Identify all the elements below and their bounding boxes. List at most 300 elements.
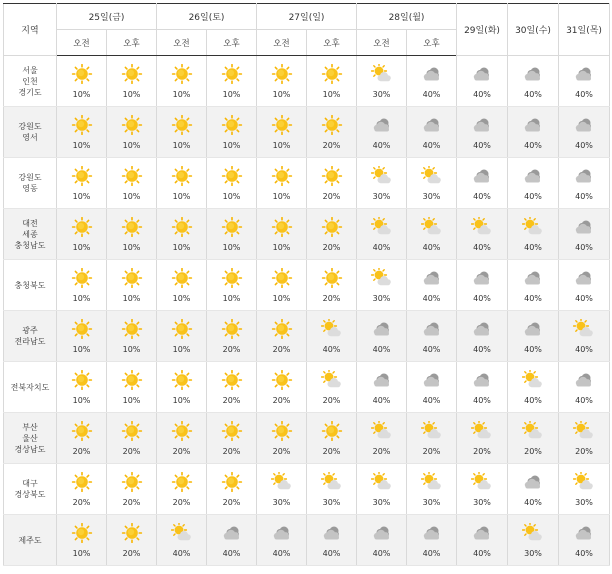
forecast-cell <box>157 158 207 209</box>
table-row <box>4 311 610 362</box>
cloudy-icon <box>522 472 544 496</box>
precipitation-probability: 10% <box>72 242 91 252</box>
sun-icon <box>121 115 143 139</box>
cloudy-icon <box>471 64 493 88</box>
region-name-line: 인천 <box>22 76 38 86</box>
table-header <box>4 4 610 56</box>
forecast-cell <box>57 209 107 260</box>
forecast-cell <box>107 413 157 464</box>
forecast-cell <box>207 209 257 260</box>
precipitation-probability: 10% <box>122 89 141 99</box>
forecast-cell <box>457 515 508 566</box>
forecast-cell <box>307 413 357 464</box>
sun-icon <box>121 370 143 394</box>
forecast-cell <box>207 515 257 566</box>
sun-icon <box>221 421 243 445</box>
precipitation-probability: 20% <box>272 395 291 405</box>
partly-cloudy-icon <box>271 472 293 496</box>
cloudy-icon <box>471 523 493 547</box>
precipitation-probability: 20% <box>322 242 341 252</box>
cloudy-icon <box>471 166 493 190</box>
sun-icon <box>221 64 243 88</box>
precipitation-probability: 40% <box>575 140 593 150</box>
sun-icon <box>71 166 93 190</box>
cloudy-icon <box>471 268 493 292</box>
cloudy-icon <box>522 319 544 343</box>
sun-icon <box>271 166 293 190</box>
cloudy-icon <box>471 319 493 343</box>
region-cell <box>4 515 57 566</box>
precipitation-probability: 10% <box>72 89 91 99</box>
cloudy-icon <box>421 268 443 292</box>
sun-icon <box>121 268 143 292</box>
cloudy-icon <box>573 217 595 241</box>
precipitation-probability: 40% <box>422 395 441 405</box>
sun-icon <box>171 472 193 496</box>
forecast-cell <box>107 107 157 158</box>
cloudy-icon <box>421 319 443 343</box>
partly-cloudy-icon <box>421 166 443 190</box>
precipitation-probability: 40% <box>372 140 391 150</box>
forecast-cell <box>157 209 207 260</box>
forecast-cell <box>307 260 357 311</box>
forecast-cell <box>257 464 307 515</box>
precipitation-probability: 10% <box>72 293 91 303</box>
precipitation-probability: 40% <box>473 89 491 99</box>
sun-icon <box>171 166 193 190</box>
precipitation-probability: 10% <box>272 191 291 201</box>
precipitation-probability: 20% <box>322 191 341 201</box>
forecast-cell <box>307 464 357 515</box>
forecast-cell <box>457 209 508 260</box>
partly-cloudy-icon <box>371 421 393 445</box>
sun-icon <box>321 268 343 292</box>
region-name-line: 전라남도 <box>14 337 46 346</box>
forecast-cell <box>357 56 407 107</box>
precipitation-probability: 10% <box>272 242 291 252</box>
precipitation-probability: 10% <box>72 191 91 201</box>
precipitation-probability: 40% <box>422 548 441 558</box>
cloudy-icon <box>573 115 595 139</box>
precipitation-probability: 10% <box>222 89 241 99</box>
precipitation-probability: 40% <box>524 344 542 354</box>
partly-cloudy-icon <box>371 166 393 190</box>
precipitation-probability: 30% <box>372 293 391 303</box>
precipitation-probability: 20% <box>422 446 441 456</box>
precipitation-probability: 20% <box>222 344 241 354</box>
precipitation-probability: 30% <box>524 548 542 558</box>
cloudy-icon <box>421 64 443 88</box>
precipitation-probability: 10% <box>172 89 191 99</box>
forecast-cell <box>257 260 307 311</box>
precipitation-probability: 10% <box>272 140 291 150</box>
precipitation-probability: 10% <box>172 140 191 150</box>
sun-icon <box>271 217 293 241</box>
sun-icon <box>321 166 343 190</box>
forecast-cell <box>457 107 508 158</box>
region-name-line: 제주도 <box>18 535 42 545</box>
precipitation-probability: 30% <box>272 497 291 507</box>
sun-icon <box>71 64 93 88</box>
precipitation-probability: 40% <box>322 344 341 354</box>
region-name-line: 광주 <box>22 326 38 335</box>
forecast-cell <box>157 56 207 107</box>
forecast-cell <box>57 413 107 464</box>
cloudy-icon <box>371 370 393 394</box>
day-header-27: 27일(일) <box>257 4 357 30</box>
sun-icon <box>71 268 93 292</box>
region-name-line: 영동 <box>22 184 38 193</box>
table-row <box>4 158 610 209</box>
sun-icon <box>171 319 193 343</box>
forecast-cell <box>57 260 107 311</box>
forecast-cell <box>457 260 508 311</box>
forecast-cell <box>257 107 307 158</box>
cloudy-icon <box>421 523 443 547</box>
forecast-cell <box>57 362 107 413</box>
precipitation-probability: 30% <box>322 497 341 507</box>
precipitation-probability: 10% <box>122 242 141 252</box>
forecast-cell <box>57 56 107 107</box>
precipitation-probability: 10% <box>172 293 191 303</box>
table-row <box>4 209 610 260</box>
sun-icon <box>121 472 143 496</box>
partly-cloudy-icon <box>471 472 493 496</box>
cloudy-icon <box>522 268 544 292</box>
forecast-cell <box>559 362 610 413</box>
pm-header: 오후 <box>107 30 157 56</box>
sun-icon <box>171 217 193 241</box>
table-row <box>4 107 610 158</box>
precipitation-probability: 40% <box>372 395 391 405</box>
forecast-cell <box>257 311 307 362</box>
forecast-cell <box>207 260 257 311</box>
precipitation-probability: 40% <box>524 497 542 507</box>
forecast-cell <box>107 260 157 311</box>
region-name-line: 충청북도 <box>14 280 46 290</box>
partly-cloudy-icon <box>321 319 343 343</box>
precipitation-probability: 40% <box>422 344 441 354</box>
precipitation-probability: 40% <box>473 344 491 354</box>
precipitation-probability: 20% <box>272 344 291 354</box>
region-cell <box>4 413 57 464</box>
precipitation-probability: 40% <box>575 548 593 558</box>
precipitation-probability: 20% <box>272 446 291 456</box>
cloudy-icon <box>221 523 243 547</box>
cloudy-icon <box>321 523 343 547</box>
day-header-31: 31일(목) <box>559 4 610 56</box>
precipitation-probability: 20% <box>322 293 341 303</box>
forecast-cell <box>257 362 307 413</box>
precipitation-probability: 30% <box>422 191 441 201</box>
am-header: 오전 <box>257 30 307 56</box>
region-name-line: 세종 <box>22 229 38 239</box>
sun-icon <box>321 64 343 88</box>
precipitation-probability: 40% <box>524 191 542 201</box>
precipitation-probability: 40% <box>372 548 391 558</box>
forecast-cell <box>207 464 257 515</box>
sun-icon <box>271 268 293 292</box>
precipitation-probability: 40% <box>575 293 593 303</box>
forecast-cell <box>407 56 457 107</box>
forecast-cell <box>508 107 559 158</box>
region-name-line: 전북자치도 <box>10 382 50 392</box>
table-row <box>4 362 610 413</box>
precipitation-probability: 10% <box>222 293 241 303</box>
table-row <box>4 515 610 566</box>
sun-icon <box>271 421 293 445</box>
forecast-cell <box>157 413 207 464</box>
forecast-cell <box>57 158 107 209</box>
precipitation-probability: 40% <box>422 140 441 150</box>
region-name-line: 경기도 <box>18 87 42 97</box>
partly-cloudy-icon <box>471 217 493 241</box>
partly-cloudy-icon <box>573 421 595 445</box>
precipitation-probability: 10% <box>222 191 241 201</box>
sun-icon <box>71 115 93 139</box>
forecast-cell <box>559 515 610 566</box>
forecast-cell <box>407 311 457 362</box>
precipitation-probability: 40% <box>422 242 441 252</box>
forecast-cell <box>257 158 307 209</box>
forecast-cell <box>157 260 207 311</box>
cloudy-icon <box>573 64 595 88</box>
precipitation-probability: 40% <box>473 140 491 150</box>
precipitation-probability: 40% <box>473 293 491 303</box>
partly-cloudy-icon <box>573 319 595 343</box>
sun-icon <box>121 319 143 343</box>
sun-icon <box>121 421 143 445</box>
precipitation-probability: 20% <box>322 395 341 405</box>
day-header-29: 29일(화) <box>457 4 508 56</box>
precipitation-probability: 20% <box>172 497 191 507</box>
precipitation-probability: 10% <box>122 395 141 405</box>
region-name-line: 영서 <box>22 133 38 142</box>
forecast-cell <box>307 209 357 260</box>
forecast-cell <box>157 515 207 566</box>
precipitation-probability: 40% <box>322 548 341 558</box>
forecast-cell <box>207 362 257 413</box>
region-cell <box>4 260 57 311</box>
forecast-cell <box>508 362 559 413</box>
forecast-cell <box>307 515 357 566</box>
forecast-cell <box>357 413 407 464</box>
precipitation-probability: 10% <box>172 395 191 405</box>
precipitation-probability: 10% <box>72 548 91 558</box>
forecast-cell <box>157 311 207 362</box>
weather-forecast-table <box>3 3 610 566</box>
precipitation-probability: 20% <box>524 446 542 456</box>
partly-cloudy-icon <box>371 64 393 88</box>
sun-icon <box>221 115 243 139</box>
precipitation-probability: 20% <box>72 446 91 456</box>
sun-icon <box>171 268 193 292</box>
precipitation-probability: 40% <box>524 140 542 150</box>
forecast-cell <box>407 464 457 515</box>
sun-icon <box>321 421 343 445</box>
forecast-cell <box>508 209 559 260</box>
precipitation-probability: 40% <box>524 242 542 252</box>
cloudy-icon <box>573 268 595 292</box>
region-name-line: 부산 <box>22 422 38 432</box>
partly-cloudy-icon <box>371 268 393 292</box>
forecast-cell <box>457 56 508 107</box>
sun-icon <box>71 421 93 445</box>
cloudy-icon <box>421 115 443 139</box>
forecast-cell <box>508 311 559 362</box>
forecast-cell <box>407 107 457 158</box>
sun-icon <box>121 217 143 241</box>
cloudy-icon <box>522 64 544 88</box>
precipitation-probability: 20% <box>322 446 341 456</box>
cloudy-icon <box>522 115 544 139</box>
sun-icon <box>121 166 143 190</box>
region-name-line: 강원도 <box>18 173 42 182</box>
forecast-cell <box>107 209 157 260</box>
forecast-cell <box>357 158 407 209</box>
precipitation-probability: 20% <box>222 446 241 456</box>
forecast-cell <box>559 107 610 158</box>
sun-icon <box>171 370 193 394</box>
precipitation-probability: 30% <box>372 191 391 201</box>
precipitation-probability: 10% <box>122 140 141 150</box>
sun-icon <box>121 64 143 88</box>
forecast-cell <box>107 464 157 515</box>
precipitation-probability: 20% <box>122 548 141 558</box>
forecast-cell <box>357 362 407 413</box>
precipitation-probability: 20% <box>72 497 91 507</box>
precipitation-probability: 10% <box>72 395 91 405</box>
precipitation-probability: 10% <box>72 344 91 354</box>
precipitation-probability: 20% <box>222 395 241 405</box>
precipitation-probability: 40% <box>575 242 593 252</box>
partly-cloudy-icon <box>321 370 343 394</box>
forecast-cell <box>157 107 207 158</box>
forecast-cell <box>307 158 357 209</box>
precipitation-probability: 10% <box>122 191 141 201</box>
forecast-cell <box>257 209 307 260</box>
precipitation-probability: 40% <box>473 191 491 201</box>
forecast-cell <box>457 413 508 464</box>
precipitation-probability: 40% <box>524 395 542 405</box>
precipitation-probability: 10% <box>272 89 291 99</box>
forecast-cell <box>559 464 610 515</box>
forecast-cell <box>107 311 157 362</box>
sun-icon <box>271 64 293 88</box>
forecast-cell <box>107 56 157 107</box>
forecast-cell <box>457 311 508 362</box>
region-cell <box>4 362 57 413</box>
sun-icon <box>71 370 93 394</box>
cloudy-icon <box>371 115 393 139</box>
forecast-cell <box>107 515 157 566</box>
partly-cloudy-icon <box>421 421 443 445</box>
precipitation-probability: 40% <box>473 242 491 252</box>
forecast-cell <box>407 209 457 260</box>
sun-icon <box>71 523 93 547</box>
forecast-cell <box>407 158 457 209</box>
forecast-cell <box>207 56 257 107</box>
region-cell <box>4 464 57 515</box>
precipitation-probability: 40% <box>372 344 391 354</box>
table-row <box>4 464 610 515</box>
sun-icon <box>271 370 293 394</box>
partly-cloudy-icon <box>522 217 544 241</box>
forecast-cell <box>407 413 457 464</box>
forecast-cell <box>357 464 407 515</box>
am-header: 오전 <box>57 30 107 56</box>
precipitation-probability: 40% <box>473 548 491 558</box>
sun-icon <box>221 370 243 394</box>
forecast-cell <box>407 515 457 566</box>
region-cell <box>4 209 57 260</box>
day-header-30: 30일(수) <box>508 4 559 56</box>
sun-icon <box>221 319 243 343</box>
precipitation-probability: 30% <box>575 497 593 507</box>
partly-cloudy-icon <box>171 523 193 547</box>
precipitation-probability: 10% <box>322 89 341 99</box>
sun-icon <box>321 115 343 139</box>
forecast-cell <box>207 107 257 158</box>
partly-cloudy-icon <box>371 217 393 241</box>
sun-icon <box>321 217 343 241</box>
region-cell <box>4 158 57 209</box>
forecast-cell <box>307 107 357 158</box>
sun-icon <box>171 115 193 139</box>
table-row <box>4 56 610 107</box>
forecast-cell <box>407 260 457 311</box>
forecast-cell <box>257 515 307 566</box>
cloudy-icon <box>573 370 595 394</box>
precipitation-probability: 20% <box>575 446 593 456</box>
partly-cloudy-icon <box>522 370 544 394</box>
forecast-cell <box>357 260 407 311</box>
forecast-cell <box>107 362 157 413</box>
cloudy-icon <box>573 523 595 547</box>
precipitation-probability: 40% <box>575 191 593 201</box>
day-header-25: 25일(금) <box>57 4 157 30</box>
region-name-line: 경상남도 <box>14 444 46 454</box>
forecast-cell <box>559 56 610 107</box>
forecast-cell <box>57 464 107 515</box>
forecast-cell <box>357 515 407 566</box>
sun-icon <box>71 217 93 241</box>
forecast-cell <box>57 515 107 566</box>
forecast-cell <box>257 56 307 107</box>
table-row <box>4 413 610 464</box>
precipitation-probability: 10% <box>72 140 91 150</box>
precipitation-probability: 30% <box>372 89 391 99</box>
forecast-cell <box>457 158 508 209</box>
precipitation-probability: 40% <box>272 548 291 558</box>
forecast-cell <box>307 362 357 413</box>
precipitation-probability: 40% <box>575 89 593 99</box>
region-name-line: 강원도 <box>18 122 42 131</box>
precipitation-probability: 10% <box>222 242 241 252</box>
precipitation-probability: 40% <box>372 242 391 252</box>
forecast-cell <box>457 362 508 413</box>
precipitation-probability: 20% <box>222 497 241 507</box>
forecast-cell <box>457 464 508 515</box>
cloudy-icon <box>371 523 393 547</box>
forecast-cell <box>157 464 207 515</box>
forecast-cell <box>107 158 157 209</box>
forecast-cell <box>407 362 457 413</box>
sun-icon <box>271 319 293 343</box>
day-header-26: 26일(토) <box>157 4 257 30</box>
partly-cloudy-icon <box>421 472 443 496</box>
forecast-cell <box>508 260 559 311</box>
